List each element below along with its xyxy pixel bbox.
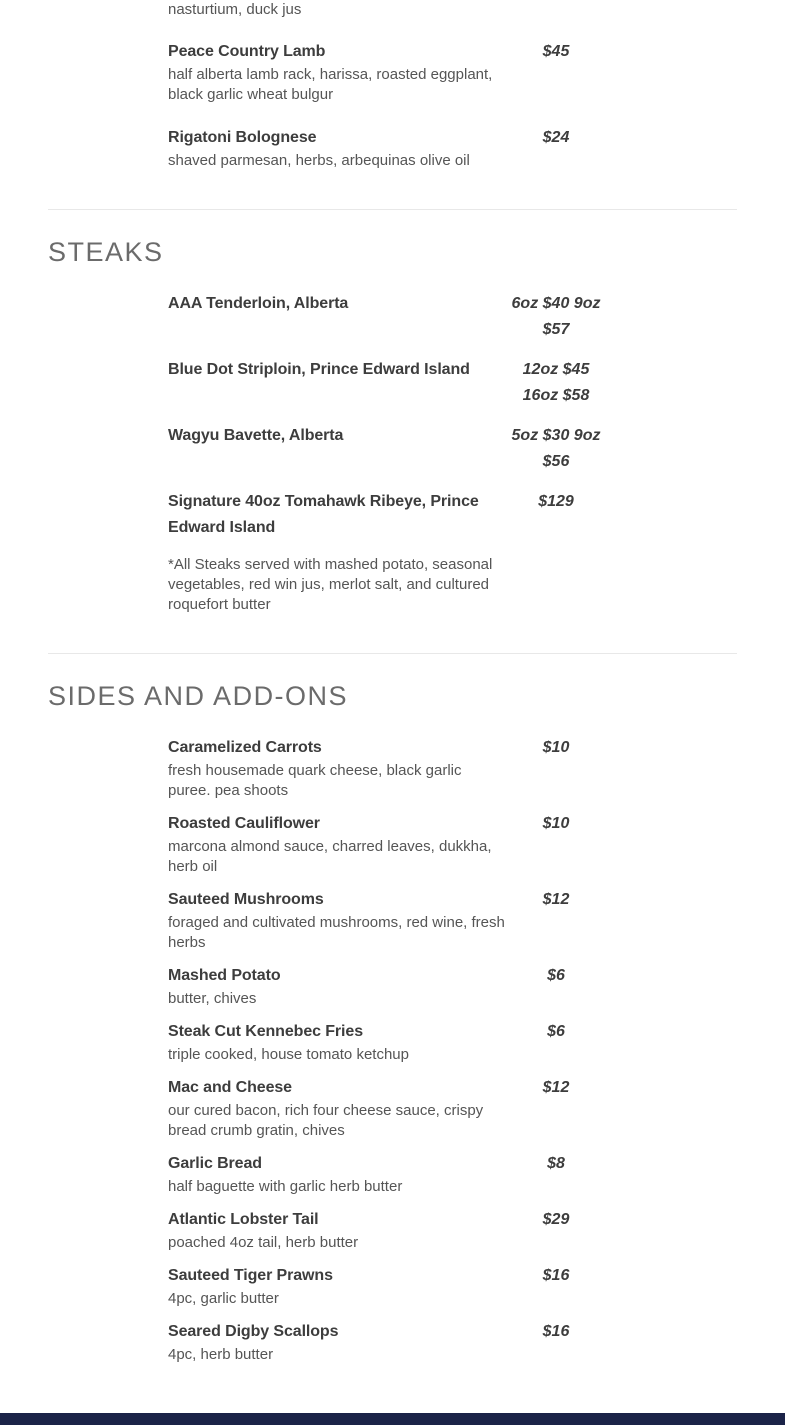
menu-item-name: Peace Country Lamb xyxy=(168,43,326,60)
menu-item-name: Steak Cut Kennebec Fries xyxy=(168,1023,363,1040)
partial-item-description: nasturtium, duck jus xyxy=(168,1,302,18)
menu-item-description: 4pc, herb butter xyxy=(168,1346,274,1363)
menu-item-description: half baguette with garlic herb butter xyxy=(168,1178,403,1195)
menu-item-price: $6 xyxy=(547,967,565,984)
section-footnote: *All Steaks served with mashed potato, seasonal vegetables, red win jus, merlot salt, and cultured roquefort butter xyxy=(168,556,493,613)
menu-item-name: Mashed Potato xyxy=(168,967,281,984)
menu-item-text xyxy=(168,489,506,541)
section-divider xyxy=(48,653,737,654)
menu-item-description: fresh housemade quark cheese, black garlic puree. pea shoots xyxy=(168,762,462,799)
menu-item-description: triple cooked, house tomato ketchup xyxy=(168,1046,409,1063)
menu-item xyxy=(168,887,737,953)
menu-item xyxy=(168,1075,737,1141)
menu-item-price: $12 xyxy=(542,891,570,908)
menu-item-description: butter, chives xyxy=(168,990,257,1007)
section-divider xyxy=(48,209,737,210)
footer-bar xyxy=(0,1413,785,1425)
menu-item-price: $45 xyxy=(542,43,570,60)
menu-item-price: 12oz $45 16oz $58 xyxy=(522,361,590,404)
menu-item xyxy=(168,489,737,541)
menu-item-text xyxy=(168,1075,506,1141)
menu-item-price: $29 xyxy=(542,1211,570,1228)
menu-item xyxy=(168,423,737,475)
menu-item-text xyxy=(168,39,506,105)
menu-item-name: Sauteed Tiger Prawns xyxy=(168,1267,333,1284)
menu-item xyxy=(168,125,737,171)
menu-item-text xyxy=(168,963,506,1009)
menu-item-text xyxy=(168,1151,506,1197)
section-items xyxy=(48,735,737,1365)
menu-item xyxy=(168,963,737,1009)
menu-item-name: Wagyu Bavette, Alberta xyxy=(168,427,344,444)
menu-item-text xyxy=(168,357,506,409)
menu-section xyxy=(48,209,737,615)
menu-item-name: Mac and Cheese xyxy=(168,1079,292,1096)
menu-item xyxy=(168,1019,737,1065)
menu-item-name: Roasted Cauliflower xyxy=(168,815,320,832)
menu-item-name: Garlic Bread xyxy=(168,1155,262,1172)
menu-item-description: marcona almond sauce, charred leaves, dukkha, herb oil xyxy=(168,838,492,875)
menu-item-name: Rigatoni Bolognese xyxy=(168,129,317,146)
menu-item-price: $12 xyxy=(542,1079,570,1096)
menu-item xyxy=(168,39,737,105)
menu-item-name: Sauteed Mushrooms xyxy=(168,891,324,908)
menu-item-description: our cured bacon, rich four cheese sauce, crispy bread crumb gratin, chives xyxy=(168,1102,484,1139)
menu-item-text xyxy=(168,1319,506,1365)
menu-item-price: $16 xyxy=(542,1323,570,1340)
menu-item-name: Blue Dot Striploin, Prince Edward Island xyxy=(168,361,470,378)
menu-item-name: AAA Tenderloin, Alberta xyxy=(168,295,349,312)
section-title: SIDES AND ADD-ONS xyxy=(48,681,349,711)
menu-item xyxy=(168,1207,737,1253)
menu-item-text xyxy=(168,423,506,475)
menu-item-price: 6oz $40 9oz $57 xyxy=(511,295,601,338)
menu-item-description: shaved parmesan, herbs, arbequinas olive oil xyxy=(168,152,470,169)
menu-section xyxy=(48,653,737,1365)
section-title: STEAKS xyxy=(48,237,164,267)
menu-item-name: Atlantic Lobster Tail xyxy=(168,1211,319,1228)
menu-item xyxy=(168,811,737,877)
menu-item-price: $10 xyxy=(542,739,570,756)
menu-item-price: $10 xyxy=(542,815,570,832)
menu-item-text xyxy=(168,735,506,801)
menu-section xyxy=(48,39,737,171)
menu-item-price: 5oz $30 9oz $56 xyxy=(511,427,601,470)
menu-sections xyxy=(48,39,737,1365)
menu-item-text xyxy=(168,125,506,171)
menu-item-text xyxy=(168,887,506,953)
menu-item-price: $8 xyxy=(547,1155,565,1172)
menu-item-text xyxy=(168,1019,506,1065)
menu-item-price: $6 xyxy=(547,1023,565,1040)
menu-item-description: half alberta lamb rack, harissa, roasted eggplant, black garlic wheat bulgur xyxy=(168,66,493,103)
menu-item-name: Caramelized Carrots xyxy=(168,739,322,756)
section-items xyxy=(48,291,737,541)
menu-item xyxy=(168,357,737,409)
menu-item xyxy=(168,1263,737,1309)
menu-item xyxy=(168,291,737,343)
menu-item xyxy=(168,1319,737,1365)
menu-item-description: poached 4oz tail, herb butter xyxy=(168,1234,359,1251)
menu-item-price: $129 xyxy=(538,493,574,510)
menu-item-name: Seared Digby Scallops xyxy=(168,1323,339,1340)
menu-item xyxy=(168,1151,737,1197)
menu-item-text xyxy=(168,1207,506,1253)
menu-item-text xyxy=(168,1263,506,1309)
menu-item-description: foraged and cultivated mushrooms, red wine, fresh herbs xyxy=(168,914,505,951)
menu-item-name: Signature 40oz Tomahawk Ribeye, Prince Edward Island xyxy=(168,493,479,536)
menu-item-price: $16 xyxy=(542,1267,570,1284)
menu-item-description: 4pc, garlic butter xyxy=(168,1290,279,1307)
menu-item-price: $24 xyxy=(542,129,570,146)
menu-item xyxy=(168,735,737,801)
menu-item-text xyxy=(168,291,506,343)
menu-item-text xyxy=(168,811,506,877)
section-items xyxy=(48,39,737,171)
